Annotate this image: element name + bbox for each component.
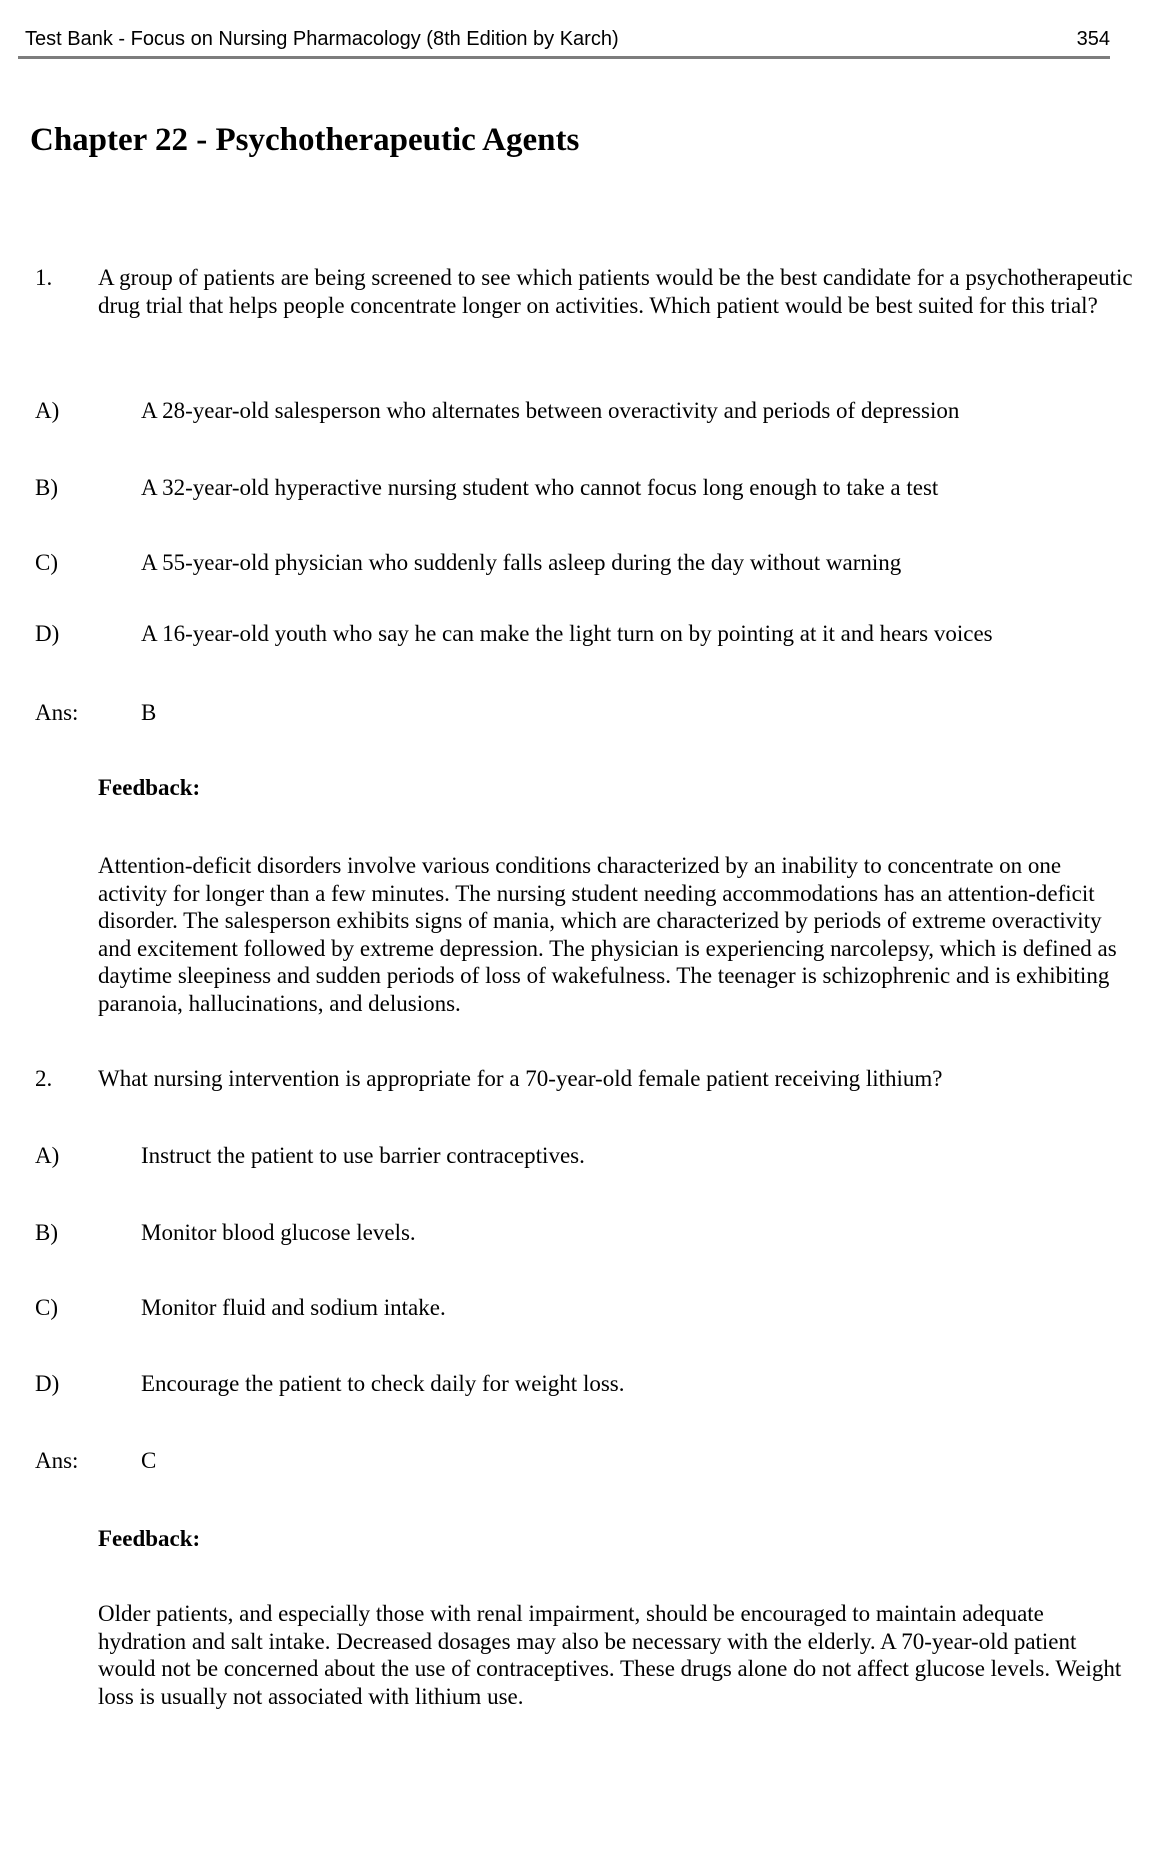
- answer-label: Ans:: [35, 1448, 79, 1473]
- question-2-option-d: [35, 1370, 624, 1398]
- answer-value: C: [141, 1448, 157, 1473]
- option-text: Encourage the patient to check daily for weight loss.: [141, 1371, 625, 1396]
- question-2-answer: [35, 1447, 156, 1475]
- option-letter: B): [35, 1220, 58, 1245]
- option-text: A 16-year-old youth who say he can make the light turn on by pointing at it and hears voices: [141, 621, 993, 646]
- answer-value: B: [141, 700, 157, 725]
- question-text: What nursing intervention is appropriate for a 70-year-old female patient receiving lithium?: [98, 1066, 943, 1091]
- option-text: A 28-year-old salesperson who alternates between overactivity and periods of depression: [141, 398, 960, 423]
- question-1-answer: [35, 699, 156, 727]
- page-header: [18, 27, 1110, 59]
- question-2-option-b: [35, 1219, 416, 1247]
- option-letter: D): [35, 621, 60, 646]
- question-1-option-a: [35, 397, 959, 425]
- option-letter: C): [35, 1295, 58, 1320]
- question-number: 2.: [35, 1066, 53, 1091]
- question-2-feedback-heading: Feedback:: [98, 1526, 201, 1551]
- option-letter: B): [35, 475, 58, 500]
- question-text: A group of patients are being screened to see which patients would be the best candidate for a psychotherapeutic drug trial that helps people concentrate longer on activities. Which patient would be best suited for this trial?: [98, 265, 1133, 318]
- header-title: Test Bank - Focus on Nursing Pharmacology (8th Edition by Karch): [25, 28, 619, 50]
- question-2: [35, 1065, 1148, 1093]
- option-letter: A): [35, 1143, 60, 1168]
- option-letter: A): [35, 398, 60, 423]
- question-1-option-b: [35, 474, 938, 502]
- question-1-option-c: [35, 549, 901, 577]
- option-text: Monitor fluid and sodium intake.: [141, 1295, 446, 1320]
- question-2-option-a: [35, 1142, 585, 1170]
- option-text: A 32-year-old hyperactive nursing student who cannot focus long enough to take a test: [141, 475, 939, 500]
- chapter-title: Chapter 22 - Psychotherapeutic Agents: [30, 122, 580, 158]
- option-letter: D): [35, 1371, 60, 1396]
- question-number: 1.: [35, 265, 53, 290]
- question-1-feedback-text: Attention-deficit disorders involve various conditions characterized by an inability to concentrate on one activity for longer than a few minutes. The nursing student needing accommodations has an attention-deficit disorder. The salesperson exhibits signs of mania, which are characterized by periods of extreme overactivity and excitement followed by extreme depression. The physician is experiencing narcolepsy, which is defined as daytime sleepiness and sudden periods of loss of wakefulness. The teenager is schizophrenic and is exhibiting paranoia, hallucinations, and delusions.: [98, 853, 1117, 1016]
- question-1: [35, 264, 1148, 319]
- answer-label: Ans:: [35, 700, 79, 725]
- option-text: Instruct the patient to use barrier contraceptives.: [141, 1143, 585, 1168]
- question-2-feedback-text: Older patients, and especially those with renal impairment, should be encouraged to maintain adequate hydration and salt intake. Decreased dosages may also be necessary with the elderly. A 70-year-old patient would not be concerned about the use of contraceptives. These drugs alone do not affect glucose levels. Weight loss is usually not associated with lithium use.: [98, 1601, 1122, 1709]
- option-text: A 55-year-old physician who suddenly falls asleep during the day without warning: [141, 550, 902, 575]
- question-2-option-c: [35, 1294, 446, 1322]
- page-number: 354: [1076, 28, 1110, 50]
- option-letter: C): [35, 550, 58, 575]
- question-1-feedback-heading: Feedback:: [98, 775, 201, 800]
- option-text: Monitor blood glucose levels.: [141, 1220, 416, 1245]
- question-1-option-d: [35, 620, 993, 648]
